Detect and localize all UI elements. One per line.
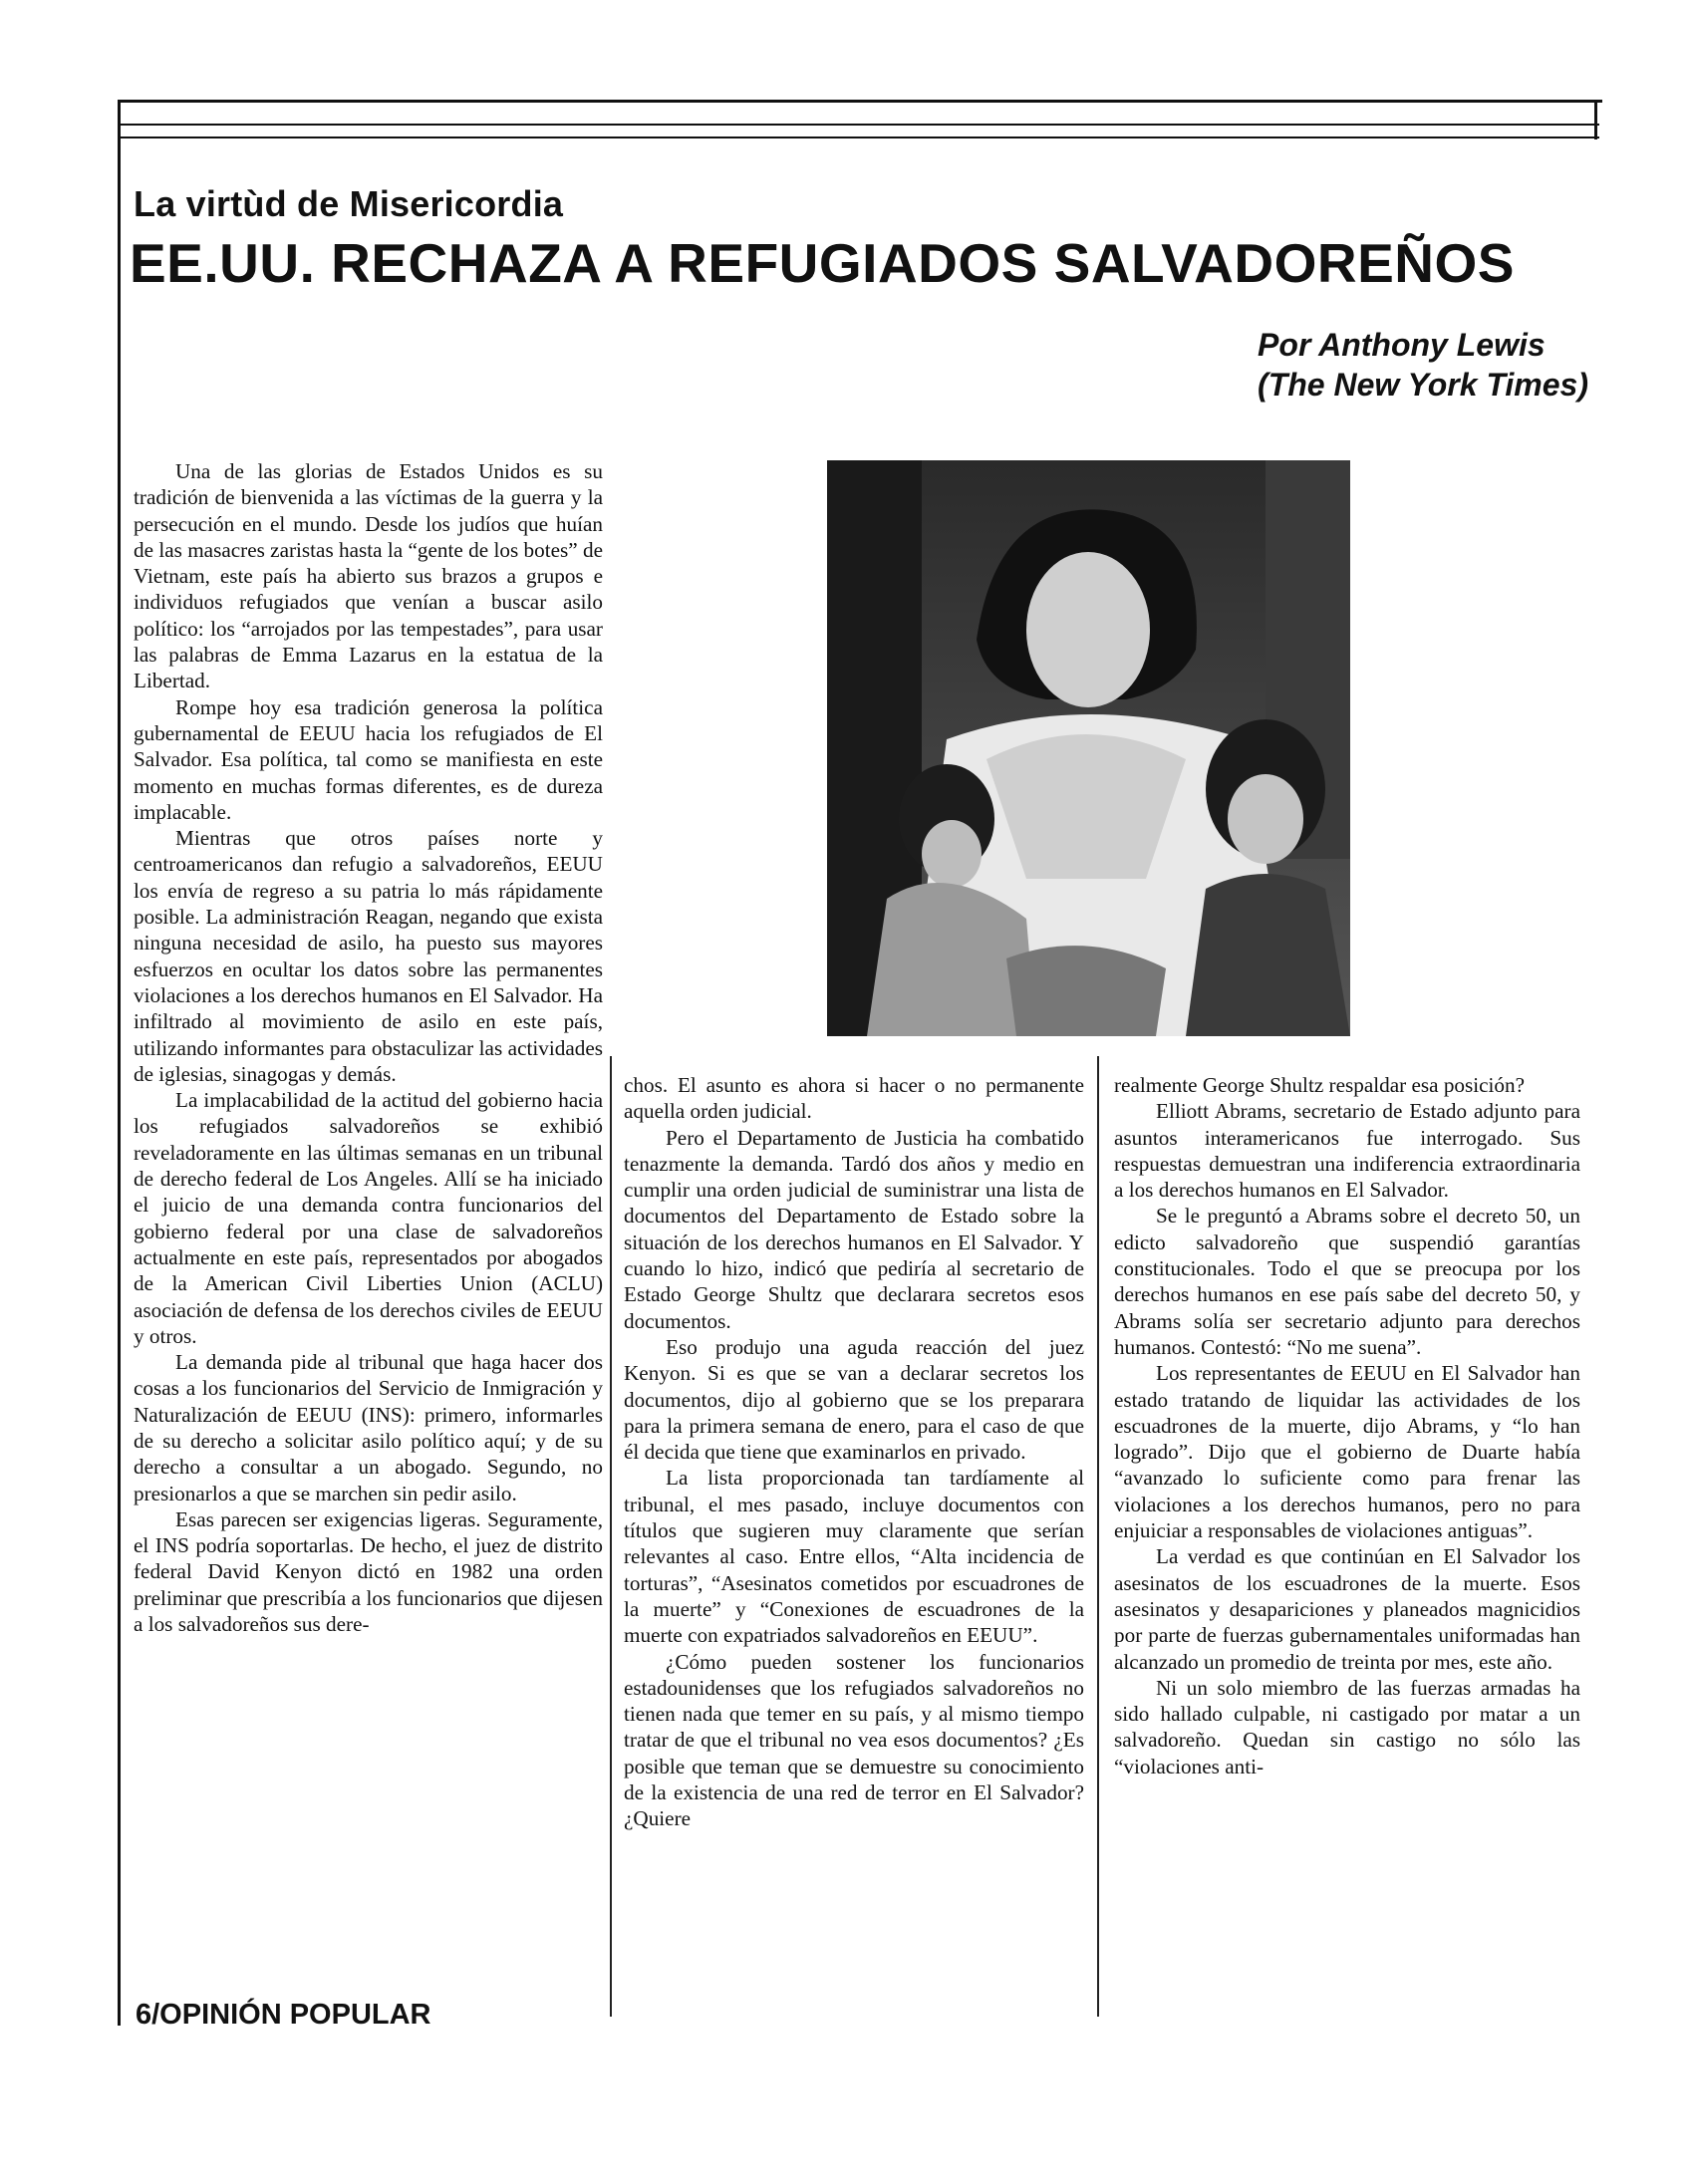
paragraph: Mientras que otros países norte y centroamericanos dan refugio a salvadoreños, EEUU los envía de regreso a su patria lo más rápidamente posible. La administración Reagan, negando que exista ninguna necesidad de asilo, ha puesto sus mayores esfuerzos en ocultar los datos sobre las permanentes violaciones a los derechos humanos en El Salvador. Ha infiltrado al movimiento de asilo en este país, utilizando informantes para obstaculizar las actividades de iglesias, sinagogas y demás. <box>134 826 603 1086</box>
paragraph: ¿Cómo pueden sostener los funcionarios estadounidenses que los refugiados salvadoreños no tienen nada que temer en su país, y al mismo tiempo tratar de que el tribunal no vea esos documentos? ¿Es posible que teman que se demuestre su conocimiento de la existencia de una red de terror en El Salvador? ¿Quiere <box>624 1649 1084 1831</box>
paragraph: La lista proporcionada tan tardíamente al tribunal, el mes pasado, incluye documentos con títulos que sugieren muy claramente que serían relevantes al caso. Entre ellos, “Alta incidencia de torturas”, “Asesinatos cometidos por escuadrones de la muerte” y “Conexiones de escuadrones de la muerte con expatriados salvadoreños en EEUU”. <box>624 1466 1084 1648</box>
frame-corner-mark <box>1594 100 1597 139</box>
paragraph: Los representantes de EEUU en El Salvador han estado tratando de liquidar las actividades de los escuadrones de la muerte, dijo Abrams, y “lo han logrado”. Dijo que el gobierno de Duarte había “avanzado lo suficiente como para frenar las violaciones a los derechos humanos, pero no para enjuiciar a responsables de violaciones antiguas”. <box>1114 1361 1580 1543</box>
column-divider <box>1097 1056 1099 2017</box>
byline-author: Por Anthony Lewis <box>1258 327 1546 363</box>
byline-source: (The New York Times) <box>1258 367 1588 403</box>
byline <box>1258 325 1588 405</box>
paragraph: Rompe hoy esa tradición generosa la política gubernamental de EEUU hacia los refugiados de El Salvador. Esa política, tal como se manifiesta en este momento en muchas formas diferentes, es de dureza implacable. <box>134 694 603 824</box>
paragraph: Esas parecen ser exigencias ligeras. Seguramente, el INS podría soportarlas. De hecho, el juez de distrito federal David Kenyon dictó en 1982 una orden preliminar que prescribía a los funcionarios que dijesen a los salvadoreños sus dere- <box>134 1506 603 1637</box>
photo-image <box>827 460 1350 1036</box>
paragraph: realmente George Shultz respaldar esa posición? <box>1114 1073 1526 1097</box>
paragraph: Se le preguntó a Abrams sobre el decreto 50, un edicto salvadoreño que suspendió garantías constitucionales. Todo el que se preocupa por los derechos humanos en ese país sabe del decreto 50, y Abrams solía ser secretario adjunto para derechos humanos. Contestó: “No me suena”. <box>1114 1204 1580 1359</box>
top-double-rule <box>118 124 1599 138</box>
paragraph: La implacabilidad de la actitud del gobierno hacia los refugiados salvadoreños se exhibió reveladoramente en las últimas semanas en un tribunal de derecho federal de Los Angeles. Allí se ha iniciado el juicio de una demanda contra funcionarios del gobierno federal por una clase de salvadoreños actualmente en este país, representados por abogados de la American Civil Liberties Union (ACLU) asociación de defensa de los derechos civiles de EEUU y otros. <box>134 1088 603 1348</box>
column-2 <box>624 1072 1084 1832</box>
column-3 <box>1114 1072 1580 1779</box>
paragraph: Ni un solo miembro de las fuerzas armadas ha sido hallado culpable, ni castigado por matar a un salvadoreño. Quedan sin castigo no sólo las “violaciones anti- <box>1114 1675 1580 1778</box>
paragraph: Elliott Abrams, secretario de Estado adjunto para asuntos interamericanos fue interrogado. Sus respuestas demuestran una indiferencia extraordinaria a los derechos humanos en El Salvador. <box>1114 1099 1580 1203</box>
kicker: La virtùd de Misericordia <box>134 183 564 224</box>
paragraph: La verdad es que continúan en El Salvador los asesinatos de los escuadrones de la muerte. Esos asesinatos y desapariciones y planeados magnicidios por parte de fuerzas gubernamentales uniformadas han alcanzado un promedio de treinta por mes, este año. <box>1114 1544 1580 1674</box>
column-divider <box>610 1056 612 2017</box>
paragraph: La demanda pide al tribunal que haga hacer dos cosas a los funcionarios del Servicio de Inmigración y Naturalización de EEUU (INS): primero, informarles de su derecho a solicitar asilo político aquí; y de su derecho a consultar a un abogado. Segundo, no presionarlos a que se marchen sin pedir asilo. <box>134 1350 603 1505</box>
paragraph: Eso produjo una aguda reacción del juez Kenyon. Si es que se van a declarar secretos los documentos, dijo al gobierno que se los preparara para la primera semana de enero, para el caso de que él decida que tiene que examinarlos en privado. <box>624 1334 1084 1465</box>
paragraph: chos. El asunto es ahora si hacer o no permanente aquella orden judicial. <box>624 1073 1084 1124</box>
headline: EE.UU. RECHAZA A REFUGIADOS SALVADOREÑOS <box>130 232 1515 294</box>
page-footer-label: 6/OPINIÓN POPULAR <box>136 1999 431 2031</box>
column-1 <box>134 458 603 1637</box>
paragraph: Pero el Departamento de Justicia ha combatido tenazmente la demanda. Tardó dos años y medio en cumplir una orden judicial de suministrar una lista de documentos del Departamento de Estado sobre la situación de los derechos humanos en El Salvador. Y cuando lo hizo, indicó que pediría al secretario de Estado George Shultz que declarara secretos esos documentos. <box>624 1125 1084 1333</box>
paragraph: Una de las glorias de Estados Unidos es su tradición de bienvenida a las víctimas de la guerra y la persecución en el mundo. Desde los judíos que huían de las masacres zaristas hasta la “gente de los botes” de Vietnam, este país ha abierto sus brazos a grupos e individuos refugiados que venían a buscar asilo político: los “arrojados por las tempestades”, para usar las palabras de Emma Lazarus en la estatua de la Libertad. <box>134 459 603 693</box>
photo-refugees <box>827 460 1350 1036</box>
